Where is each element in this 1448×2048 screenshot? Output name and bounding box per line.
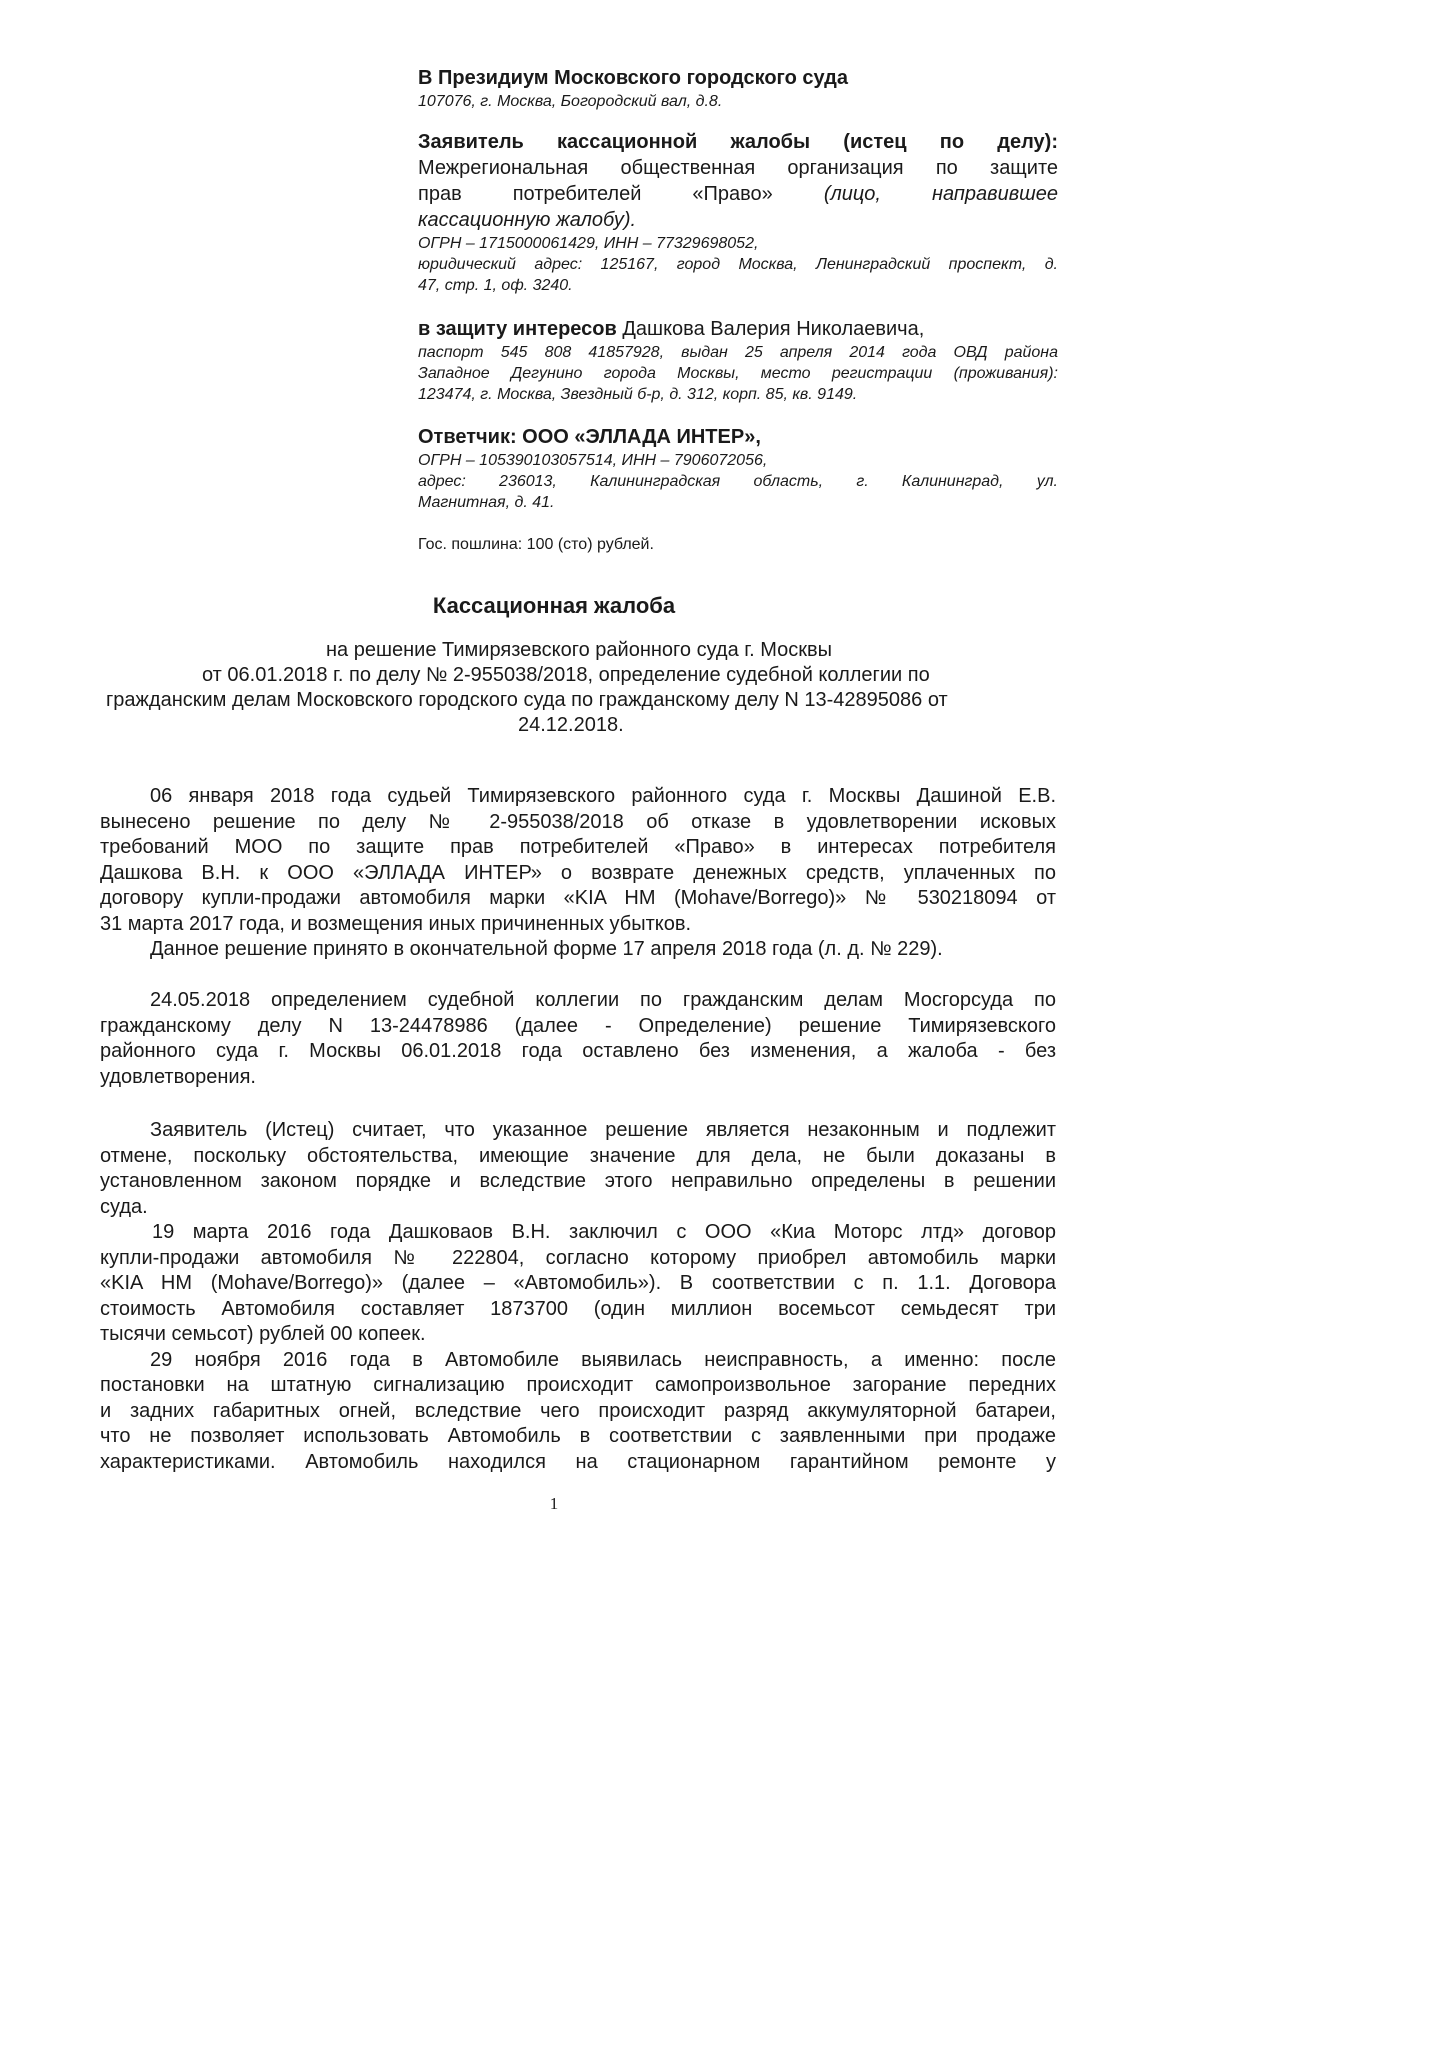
page-number: 1	[549, 1494, 559, 1513]
applicant-address-line2: 47, стр. 1, оф. 3240.	[418, 277, 573, 294]
text-line: Данное решение принято в окончательной форме 17 апреля 2018 года (л. д. № 229).	[150, 938, 943, 960]
court-address: 107076, г. Москва, Богородский вал, д.8.	[418, 93, 723, 110]
defendant-address-line2: Магнитная, д. 41.	[418, 494, 555, 511]
defendant-label: Ответчик: ООО «ЭЛЛАДА ИНТЕР»,	[418, 426, 761, 448]
text-line: характеристиками. Автомобиль находился на стационарном гарантийном ремонте у	[100, 1450, 1056, 1473]
represented-person-line	[418, 316, 1058, 342]
text-line: гражданскому делу N 13-24478986 (далее - Определение) решение Тимирязевского	[100, 1014, 1056, 1037]
state-fee: Гос. пошлина: 100 (сто) рублей.	[418, 536, 654, 553]
represented-person-block	[418, 316, 1058, 405]
applicant-label: Заявитель кассационной жалобы (истец по делу):	[418, 131, 1058, 153]
text-line: 31 марта 2017 года, и возмещения иных причиненных убытков.	[100, 912, 692, 935]
text-line: Дашкова В.Н. к ООО «ЭЛЛАДА ИНТЕР» о возврате денежных средств, уплаченных по	[100, 861, 1056, 884]
applicant-block	[418, 130, 1058, 296]
text-line: 19 марта 2016 года Дашковаов В.Н. заключил с ООО «Киа Моторс лтд» договор	[152, 1221, 1056, 1243]
text-line: установленном законом порядке и вследствие этого неправильно определены в решении	[100, 1170, 1056, 1192]
text-line: купли-продажи автомобиля № 222804, согласно которому приобрел автомобиль марки	[100, 1246, 1056, 1269]
court-name: В Президиум Московского городского суда	[418, 67, 848, 89]
registration-address-line: 123474, г. Москва, Звездный б-р, д. 312, корп. 85, кв. 9149.	[418, 386, 858, 403]
text-line: вынесено решение по делу № 2-955038/2018 об отказе в удовлетворении исковых	[100, 810, 1056, 833]
document-subtitle	[100, 638, 1056, 738]
text-line: 29 ноября 2016 года в Автомобиле выявилась неисправность, а именно: после	[150, 1348, 1056, 1371]
text-line: постановки на штатную сигнализацию происходит самопроизвольное загорание передних	[100, 1374, 1056, 1396]
defendant-ogrn: ОГРН – 105390103057514, ИНН – 7906072056,	[418, 452, 768, 469]
applicant-ogrn: ОГРН – 1715000061429, ИНН – 77329698052,	[418, 235, 759, 252]
defendant-address-line1: адрес: 236013, Калининградская область, г. Калининград, ул.	[418, 473, 1058, 490]
applicant-address-line1: юридический адрес: 125167, город Москва, Ленинградский проспект, д.	[418, 256, 1058, 273]
paragraph-grounds	[100, 1118, 1056, 1475]
text-line: «KIA HM (Mohave/Borrego)» (далее – «Автомобиль»). В соответствии с п. 1.1. Договора	[100, 1272, 1056, 1294]
text-line: удовлетворения.	[100, 1065, 256, 1088]
text-line: районного суда г. Москвы 06.01.2018 года оставлено без изменения, а жалоба - без	[100, 1040, 1056, 1062]
subtitle-line: от 06.01.2018 г. по делу № 2-955038/2018, определение судебной коллегии по	[202, 664, 930, 686]
text-line: договору купли-продажи автомобиля марки «KIA HM (Mohave/Borrego)» № 530218094 от	[100, 887, 1056, 909]
defendant-block	[418, 424, 1058, 513]
text-line: суда.	[100, 1195, 148, 1218]
text-line: стоимость Автомобиля составляет 1873700 (один миллион восемьсот семьдесят три	[100, 1297, 1056, 1320]
passport-line: паспорт 545 808 41857928, выдан 25 апреля 2014 года ОВД района	[418, 344, 1058, 361]
text-line: отмене, поскольку обстоятельства, имеющие значение для дела, не были доказаны в	[100, 1144, 1056, 1167]
subtitle-line: 24.12.2018.	[518, 714, 624, 736]
applicant-name-line2	[418, 181, 1058, 207]
applicant-role-note-end: кассационную жалобу).	[418, 209, 637, 231]
document-title: Кассационная жалоба	[432, 593, 676, 618]
subtitle-line: гражданским делам Московского городского суда по гражданскому делу N 13-42895086 от	[106, 689, 948, 711]
represented-person-name: Дашкова Валерия Николаевича,	[616, 318, 925, 340]
interest-label: в защиту интересов	[418, 318, 617, 340]
subtitle-line: на решение Тимирязевского районного суда г. Москвы	[326, 639, 832, 661]
paragraph-decision	[100, 784, 1056, 963]
text-line: требований МОО по защите прав потребителей «Право» в интересах потребителя	[100, 836, 1056, 858]
text-line: Заявитель (Истец) считает, что указанное решение является незаконным и подлежит	[150, 1119, 1056, 1141]
text-line: 06 января 2018 года судьей Тимирязевского районного суда г. Москвы Дашиной Е.В.	[150, 785, 1056, 807]
paragraph-appeal-ruling	[100, 988, 1056, 1090]
applicant-name-line: Межрегиональная общественная организация по защите	[418, 157, 1058, 179]
text-line: и задних габаритных огней, вследствие чего происходит разряд аккумуляторной батареи,	[100, 1399, 1056, 1422]
text-line: что не позволяет использовать Автомобиль в соответствии с заявленными при продаже	[100, 1425, 1056, 1447]
applicant-org-short: прав потребителей «Право»	[418, 183, 773, 205]
text-line: 24.05.2018 определением судебной коллегии по гражданским делам Мосгорсуда по	[150, 989, 1056, 1011]
applicant-role-note: (лицо, направившее	[823, 183, 1059, 205]
addressee-block	[418, 66, 1058, 113]
registration-line: Западное Дегунино города Москвы, место регистрации (проживания):	[418, 365, 1058, 382]
text-line: тысячи семьсот) рублей 00 копеек.	[100, 1323, 426, 1345]
